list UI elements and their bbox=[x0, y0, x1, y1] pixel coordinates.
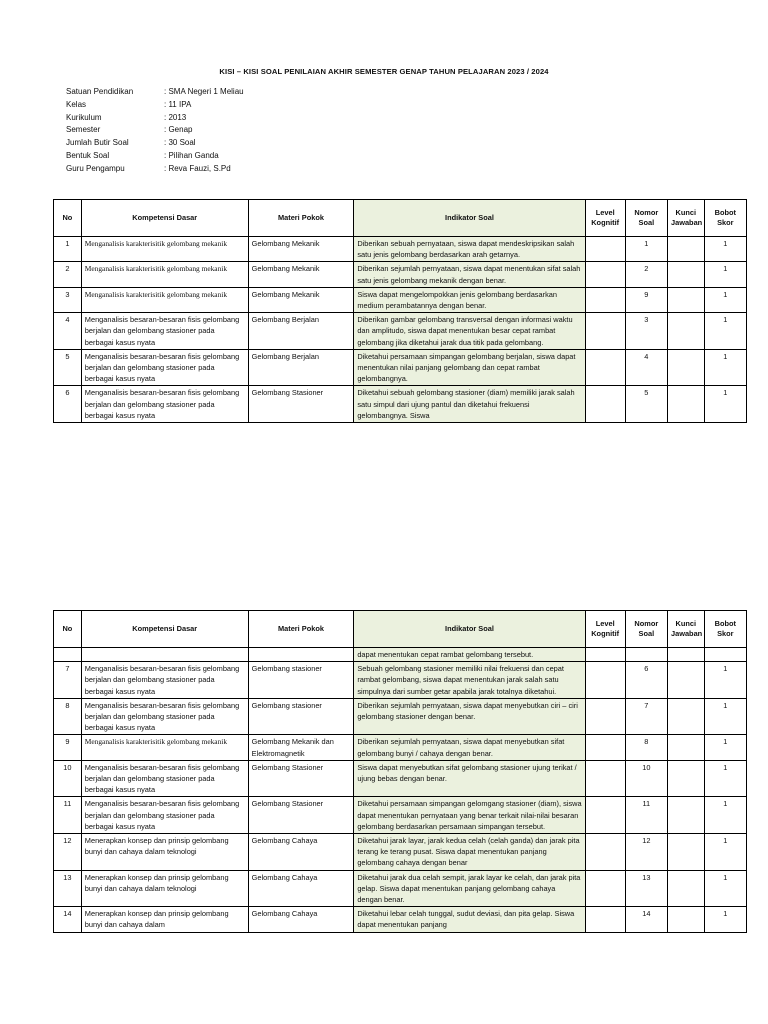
info-label: Jumlah Butir Soal bbox=[66, 138, 129, 148]
header-materi-pokok: Materi Pokok bbox=[248, 611, 354, 648]
cell-no bbox=[54, 648, 82, 662]
cell-no: 13 bbox=[54, 870, 82, 907]
cell-level-kognitif bbox=[585, 386, 625, 423]
info-value: : Reva Fauzi, S.Pd bbox=[164, 163, 231, 173]
cell-level-kognitif bbox=[585, 662, 625, 699]
info-label: Semester bbox=[66, 125, 101, 135]
table-row bbox=[54, 386, 747, 423]
cell-bobot-skor: 1 bbox=[704, 662, 746, 699]
cell-materi-pokok bbox=[248, 648, 354, 662]
header-bobot-skor: Bobot Skor bbox=[704, 200, 746, 237]
cell-materi-pokok: Gelombang Berjalan bbox=[248, 313, 354, 350]
cell-level-kognitif bbox=[585, 834, 625, 871]
cell-kunci-jawaban bbox=[667, 698, 704, 735]
info-value: : 2013 bbox=[164, 112, 187, 122]
header-level-kognitif: Level Kognitif bbox=[585, 200, 625, 237]
info-label: Bentuk Soal bbox=[66, 150, 110, 160]
header-kunci-jawaban: Kunci Jawaban bbox=[667, 200, 704, 237]
cell-indikator-soal: Siswa dapat menyebutkan sifat gelombang stasioner ujung terikat / ujung bebas dengan benar. bbox=[354, 760, 585, 797]
cell-kunci-jawaban bbox=[667, 870, 704, 907]
cell-materi-pokok: Gelombang Cahaya bbox=[248, 907, 354, 932]
cell-indikator-soal: Diketahui persamaan simpangan gelombang berjalan, siswa dapat menentukan nilai panjang gelombang dan cepat rambat gelombangnya. bbox=[354, 349, 585, 386]
cell-kunci-jawaban bbox=[667, 262, 704, 287]
table-row bbox=[54, 834, 747, 871]
cell-indikator-soal: Diberikan gambar gelombang transversal dengan informasi waktu dan amplitudo, siswa dapat menentukan besar cepat rambat gelombang jika diketahui jarak dua titik pada gelombang. bbox=[354, 313, 585, 350]
cell-indikator-soal: dapat menentukan cepat rambat gelombang tersebut. bbox=[354, 648, 585, 662]
cell-kompetensi-dasar: Menerapkan konsep dan prinsip gelombang bunyi dan cahaya dalam teknologi bbox=[81, 834, 248, 871]
cell-kompetensi-dasar: Menganalisis karakterisitik gelombang mekanik bbox=[81, 237, 248, 262]
cell-no: 7 bbox=[54, 662, 82, 699]
cell-no: 14 bbox=[54, 907, 82, 932]
cell-nomor-soal: 5 bbox=[625, 386, 667, 423]
cell-level-kognitif bbox=[585, 648, 625, 662]
cell-bobot-skor: 1 bbox=[704, 237, 746, 262]
cell-nomor-soal: 2 bbox=[625, 262, 667, 287]
cell-bobot-skor: 1 bbox=[704, 870, 746, 907]
cell-indikator-soal: Diberikan sejumlah pernyataan, siswa dapat menentukan sifat salah satu jenis gelombang mekanik dengan benar. bbox=[354, 262, 585, 287]
info-value: : SMA Negeri 1 Meliau bbox=[164, 87, 244, 96]
cell-materi-pokok: Gelombang Cahaya bbox=[248, 870, 354, 907]
cell-materi-pokok: Gelombang Stasioner bbox=[248, 760, 354, 797]
cell-kunci-jawaban bbox=[667, 662, 704, 699]
cell-indikator-soal: Diberikan sejumlah pernyataan, siswa dapat menyebutkan ciri – ciri gelombang stasioner dengan benar. bbox=[354, 698, 585, 735]
kisi-table-2 bbox=[53, 610, 747, 933]
cell-kompetensi-dasar: Menganalisis besaran-besaran fisis gelombang berjalan dan gelombang stasioner pada berbagai kasus nyata bbox=[81, 386, 248, 423]
cell-kompetensi-dasar: Menerapkan konsep dan prinsip gelombang bunyi dan cahaya dalam teknologi bbox=[81, 870, 248, 907]
table-row bbox=[54, 760, 747, 797]
header-nomor-soal: Nomor Soal bbox=[625, 611, 667, 648]
cell-no: 3 bbox=[54, 287, 82, 312]
header-indikator-soal: Indikator Soal bbox=[354, 200, 585, 237]
cell-indikator-soal: Diketahui lebar celah tunggal, sudut deviasi, dan pita gelap. Siswa dapat menentukan panjang bbox=[354, 907, 585, 932]
header-no: No bbox=[54, 611, 82, 648]
cell-no: 4 bbox=[54, 313, 82, 350]
header-kunci-jawaban: Kunci Jawaban bbox=[667, 611, 704, 648]
cell-bobot-skor: 1 bbox=[704, 834, 746, 871]
cell-bobot-skor: 1 bbox=[704, 698, 746, 735]
cell-kompetensi-dasar: Menganalisis besaran-besaran fisis gelombang berjalan dan gelombang stasioner pada berbagai kasus nyata bbox=[81, 313, 248, 350]
cell-level-kognitif bbox=[585, 760, 625, 797]
cell-materi-pokok: Gelombang Cahaya bbox=[248, 834, 354, 871]
table-row bbox=[54, 648, 747, 662]
table-row bbox=[54, 662, 747, 699]
cell-nomor-soal: 3 bbox=[625, 313, 667, 350]
cell-level-kognitif bbox=[585, 262, 625, 287]
header-no: No bbox=[54, 200, 82, 237]
table-header-row bbox=[54, 611, 747, 648]
header-indikator-soal: Indikator Soal bbox=[354, 611, 585, 648]
cell-materi-pokok: Gelombang Mekanik dan Elektromagnetik bbox=[248, 735, 354, 760]
table-row bbox=[54, 870, 747, 907]
cell-bobot-skor: 1 bbox=[704, 797, 746, 834]
info-row bbox=[66, 163, 244, 176]
cell-bobot-skor: 1 bbox=[704, 287, 746, 312]
cell-materi-pokok: Gelombang Berjalan bbox=[248, 349, 354, 386]
cell-level-kognitif bbox=[585, 870, 625, 907]
cell-bobot-skor: 1 bbox=[704, 907, 746, 932]
cell-materi-pokok: Gelombang Mekanik bbox=[248, 237, 354, 262]
cell-nomor-soal: 11 bbox=[625, 797, 667, 834]
table-row bbox=[54, 313, 747, 350]
cell-materi-pokok: Gelombang Stasioner bbox=[248, 797, 354, 834]
header-materi-pokok: Materi Pokok bbox=[248, 200, 354, 237]
table-row bbox=[54, 735, 747, 760]
info-value: : 30 Soal bbox=[164, 138, 196, 148]
kisi-table-1 bbox=[53, 199, 747, 423]
cell-indikator-soal: Diketahui persamaan simpangan gelomgang stasioner (diam), siswa dapat menentukan pernyataan yang benar terkait nilai-nilai besaran gelombang berdasarkan persamaan simpangan tersebut. bbox=[354, 797, 585, 834]
cell-nomor-soal: 8 bbox=[625, 735, 667, 760]
cell-kunci-jawaban bbox=[667, 313, 704, 350]
info-row bbox=[66, 99, 244, 112]
header-nomor-soal: Nomor Soal bbox=[625, 200, 667, 237]
table-row bbox=[54, 237, 747, 262]
table-row bbox=[54, 262, 747, 287]
cell-nomor-soal: 13 bbox=[625, 870, 667, 907]
cell-kompetensi-dasar: Menganalisis besaran-besaran fisis gelombang berjalan dan gelombang stasioner pada berbagai kasus nyata bbox=[81, 349, 248, 386]
cell-nomor-soal: 12 bbox=[625, 834, 667, 871]
cell-no: 10 bbox=[54, 760, 82, 797]
cell-no: 2 bbox=[54, 262, 82, 287]
cell-no: 11 bbox=[54, 797, 82, 834]
cell-nomor-soal: 6 bbox=[625, 662, 667, 699]
cell-kunci-jawaban bbox=[667, 907, 704, 932]
info-value: : Pilihan Ganda bbox=[164, 150, 219, 160]
info-row bbox=[66, 137, 244, 150]
cell-nomor-soal: 1 bbox=[625, 237, 667, 262]
cell-kompetensi-dasar: Menerapkan konsep dan prinsip gelombang bunyi dan cahaya dalam bbox=[81, 907, 248, 932]
cell-indikator-soal: Sebuah gelombang stasioner memiliki nilai frekuensi dan cepat rambat gelombang, siswa dapat menentukan jarak salah satu simpulnya dari sumber getar apabila jarak totalnya diketahui. bbox=[354, 662, 585, 699]
header-level-kognitif: Level Kognitif bbox=[585, 611, 625, 648]
cell-kunci-jawaban bbox=[667, 760, 704, 797]
cell-level-kognitif bbox=[585, 907, 625, 932]
cell-level-kognitif bbox=[585, 313, 625, 350]
cell-nomor-soal bbox=[625, 648, 667, 662]
table-row bbox=[54, 698, 747, 735]
cell-materi-pokok: Gelombang stasioner bbox=[248, 698, 354, 735]
info-row bbox=[66, 112, 244, 125]
cell-kompetensi-dasar bbox=[81, 648, 248, 662]
info-label: Satuan Pendidikan bbox=[66, 87, 134, 96]
header-bobot-skor: Bobot Skor bbox=[704, 611, 746, 648]
cell-indikator-soal: Diketahui sebuah gelombang stasioner (diam) memiliki jarak salah satu simpul dari ujung pantul dan diketahui frekuensi gelombangnya. Siswa bbox=[354, 386, 585, 423]
cell-nomor-soal: 10 bbox=[625, 760, 667, 797]
cell-nomor-soal: 14 bbox=[625, 907, 667, 932]
cell-kompetensi-dasar: Menganalisis besaran-besaran fisis gelombang berjalan dan gelombang stasioner pada berbagai kasus nyata bbox=[81, 662, 248, 699]
cell-materi-pokok: Gelombang Mekanik bbox=[248, 287, 354, 312]
cell-kunci-jawaban bbox=[667, 386, 704, 423]
info-value: : Genap bbox=[164, 125, 193, 135]
info-value: : 11 IPA bbox=[164, 99, 192, 109]
cell-kompetensi-dasar: Menganalisis karakterisitik gelombang mekanik bbox=[81, 262, 248, 287]
cell-nomor-soal: 7 bbox=[625, 698, 667, 735]
cell-no: 6 bbox=[54, 386, 82, 423]
info-row bbox=[66, 124, 244, 137]
cell-kompetensi-dasar: Menganalisis besaran-besaran fisis gelombang berjalan dan gelombang stasioner pada berbagai kasus nyata bbox=[81, 698, 248, 735]
cell-kunci-jawaban bbox=[667, 648, 704, 662]
info-row bbox=[66, 86, 244, 99]
table-header-row bbox=[54, 200, 747, 237]
info-label: Kelas bbox=[66, 99, 87, 109]
cell-materi-pokok: Gelombang Mekanik bbox=[248, 262, 354, 287]
cell-no: 12 bbox=[54, 834, 82, 871]
cell-no: 8 bbox=[54, 698, 82, 735]
table-row bbox=[54, 907, 747, 932]
cell-level-kognitif bbox=[585, 735, 625, 760]
info-row bbox=[66, 150, 244, 163]
header-kompetensi-dasar: Kompetensi Dasar bbox=[81, 200, 248, 237]
cell-nomor-soal: 9 bbox=[625, 287, 667, 312]
cell-kunci-jawaban bbox=[667, 237, 704, 262]
info-label: Kurikulum bbox=[66, 112, 102, 122]
cell-level-kognitif bbox=[585, 237, 625, 262]
cell-kompetensi-dasar: Menganalisis karakterisitik gelombang mekanik bbox=[81, 735, 248, 760]
cell-kompetensi-dasar: Menganalisis besaran-besaran fisis gelombang berjalan dan gelombang stasioner pada berbagai kasus nyata bbox=[81, 760, 248, 797]
cell-bobot-skor: 1 bbox=[704, 760, 746, 797]
cell-level-kognitif bbox=[585, 349, 625, 386]
cell-bobot-skor: 1 bbox=[704, 349, 746, 386]
cell-kunci-jawaban bbox=[667, 349, 704, 386]
table-row bbox=[54, 287, 747, 312]
cell-indikator-soal: Diketahui jarak dua celah sempit, jarak layar ke celah, dan jarak pita gelap. Siswa dapat menentukan panjang gelombang cahaya dengan benar. bbox=[354, 870, 585, 907]
table-row bbox=[54, 349, 747, 386]
cell-materi-pokok: Gelombang stasioner bbox=[248, 662, 354, 699]
cell-nomor-soal: 4 bbox=[625, 349, 667, 386]
cell-indikator-soal: Diberikan sebuah pernyataan, siswa dapat mendeskripsikan salah satu jenis gelombang berdasarkan arah getarnya. bbox=[354, 237, 585, 262]
cell-bobot-skor bbox=[704, 648, 746, 662]
cell-indikator-soal: Diberikan sejumlah pernyataan, siswa dapat menyebutkan sifat gelombang bunyi / cahaya dengan benar. bbox=[354, 735, 585, 760]
cell-indikator-soal: Siswa dapat mengelompokkan jenis gelombang berdasarkan medium perambatannya dengan benar. bbox=[354, 287, 585, 312]
cell-materi-pokok: Gelombang Stasioner bbox=[248, 386, 354, 423]
info-label: Guru Pengampu bbox=[66, 163, 125, 173]
header-kompetensi-dasar: Kompetensi Dasar bbox=[81, 611, 248, 648]
cell-level-kognitif bbox=[585, 287, 625, 312]
cell-no: 5 bbox=[54, 349, 82, 386]
cell-bobot-skor: 1 bbox=[704, 262, 746, 287]
cell-kompetensi-dasar: Menganalisis karakterisitik gelombang mekanik bbox=[81, 287, 248, 312]
table-row bbox=[54, 797, 747, 834]
cell-bobot-skor: 1 bbox=[704, 313, 746, 350]
cell-kompetensi-dasar: Menganalisis besaran-besaran fisis gelombang berjalan dan gelombang stasioner pada berbagai kasus nyata bbox=[81, 797, 248, 834]
cell-kunci-jawaban bbox=[667, 287, 704, 312]
info-block bbox=[66, 86, 244, 176]
cell-no: 9 bbox=[54, 735, 82, 760]
cell-no: 1 bbox=[54, 237, 82, 262]
cell-level-kognitif bbox=[585, 698, 625, 735]
cell-bobot-skor: 1 bbox=[704, 386, 746, 423]
cell-kunci-jawaban bbox=[667, 797, 704, 834]
cell-kunci-jawaban bbox=[667, 735, 704, 760]
cell-level-kognitif bbox=[585, 797, 625, 834]
cell-kunci-jawaban bbox=[667, 834, 704, 871]
document-title: KISI – KISI SOAL PENILAIAN AKHIR SEMESTER GENAP TAHUN PELAJARAN 2023 / 2024 bbox=[219, 67, 549, 76]
cell-indikator-soal: Diketahui jarak layar, jarak kedua celah (celah ganda) dan jarak pita terang ke terang pusat. Siswa dapat menentukan panjang gelombang cahaya dengan benar bbox=[354, 834, 585, 871]
cell-bobot-skor: 1 bbox=[704, 735, 746, 760]
